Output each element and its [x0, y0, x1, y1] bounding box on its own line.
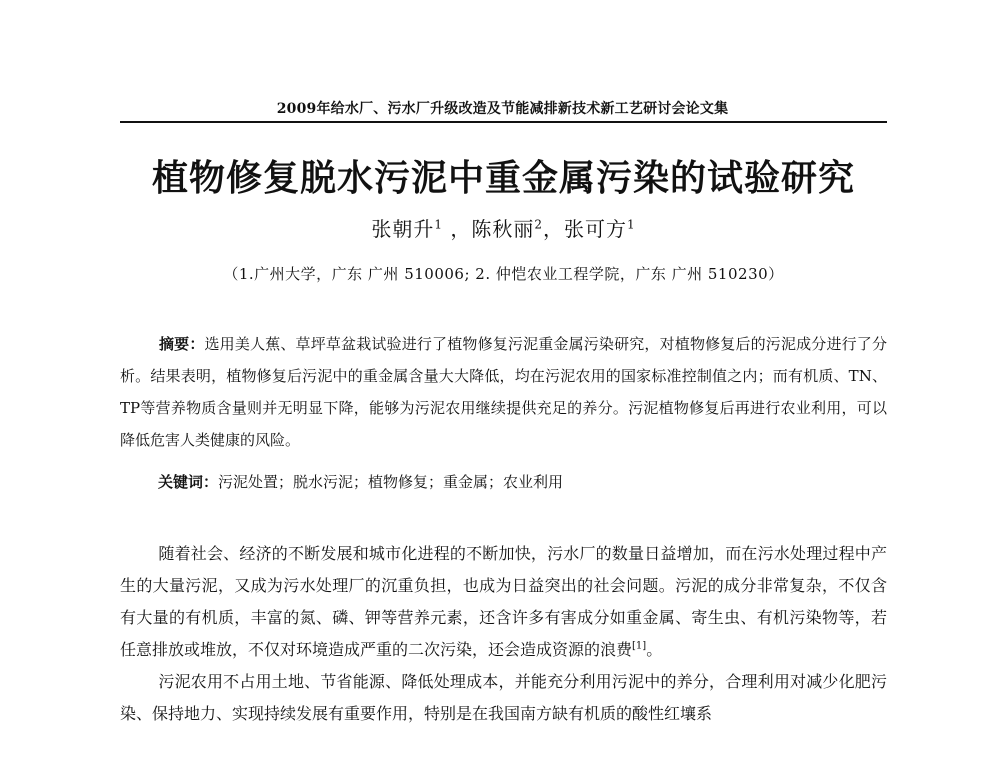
- abstract: [120, 328, 887, 456]
- affiliations: （1.广州大学，广东 广州 510006; 2. 仲恺农业工程学院，广东 广州 510230）: [223, 265, 784, 283]
- body-paragraph-text: 随着社会、经济的不断发展和城市化进程的不断加快，污水厂的数量日益增加，而在污水处理过程中产生的大量污泥，又成为污水处理厂的沉重负担，也成为日益突出的社会问题。污泥的成分非常复杂，不仅含有大量的有机质，丰富的氮、磷、钾等营养元素，还含许多有害成分如重金属、寄生虫、有机污染物等，若任意排放或堆放，不仅对环境造成严重的二次污染，还会造成资源的浪费: [120, 544, 887, 659]
- author-affil-mark: 2: [534, 217, 543, 232]
- citation-ref: [1]: [632, 640, 647, 652]
- author-name: 张朝升: [371, 217, 435, 241]
- author-separator: ，: [543, 217, 564, 241]
- author-affil-mark: 1: [434, 217, 443, 232]
- author-separator: ，: [443, 217, 472, 241]
- running-header: 2009年给水厂、污水厂升级改造及节能减排新技术新工艺研讨会论文集: [276, 101, 729, 117]
- body-paragraph-end: 。: [646, 640, 663, 659]
- abstract-label: 摘要：: [159, 335, 205, 353]
- body-text: [120, 538, 887, 730]
- author-name: 陈秋丽: [471, 217, 535, 241]
- header-rule: [120, 121, 887, 123]
- abstract-text: 选用美人蕉、草坪草盆栽试验进行了植物修复污泥重金属污染研究，对植物修复后的污泥成分进行了分析。结果表明，植物修复后污泥中的重金属含量大大降低，均在污泥农用的国家标准控制值之内；而有机质、TN、TP等营养物质含量则并无明显下降，能够为污泥农用继续提供充足的养分。污泥植物修复后再进行农业利用，可以降低危害人类健康的风险。: [120, 335, 887, 449]
- body-paragraph: [120, 538, 887, 666]
- paper-title: 植物修复脱水污泥中重金属污染的试验研究: [151, 158, 855, 199]
- author-affil-mark: 1: [627, 217, 636, 232]
- author-name: 张可方: [564, 217, 627, 241]
- body-paragraph: 污泥农用不占用土地、节省能源、降低处理成本，并能充分利用污泥中的养分，合理利用对减少化肥污染、保持地力、实现持续发展有重要作用，特别是在我国南方缺有机质的酸性红壤系: [120, 672, 887, 723]
- author-list: [120, 213, 887, 242]
- keywords-text: 污泥处置；脱水污泥；植物修复；重金属；农业利用: [218, 473, 564, 491]
- keywords: [158, 466, 887, 498]
- keywords-label: 关键词：: [158, 473, 219, 491]
